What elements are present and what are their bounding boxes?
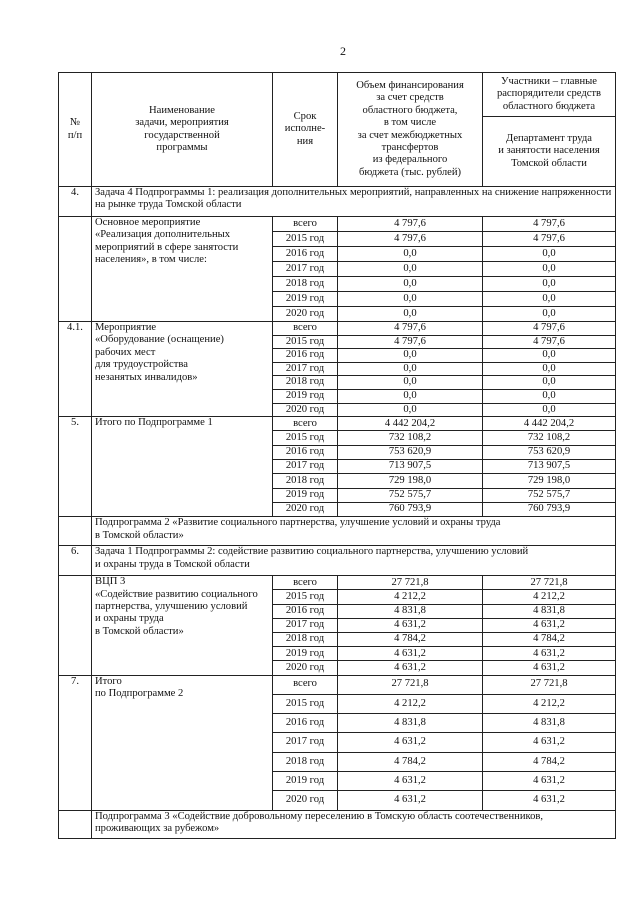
participant-value: 0,0 <box>483 376 616 390</box>
amount-value: 0,0 <box>338 362 483 376</box>
participant-value: 4 784,2 <box>483 752 616 771</box>
participant-value: 4 784,2 <box>483 632 616 646</box>
row-number <box>59 517 92 546</box>
amount-value: 0,0 <box>338 262 483 277</box>
period: 2015 год <box>273 431 338 445</box>
amount-value: 4 831,8 <box>338 714 483 733</box>
table-row <box>59 576 616 590</box>
participant-value: 4 831,8 <box>483 714 616 733</box>
table-row <box>59 675 616 694</box>
row-number <box>59 810 92 838</box>
period: 2015 год <box>273 335 338 349</box>
period: 2018 год <box>273 376 338 390</box>
period: 2018 год <box>273 277 338 292</box>
amount-value: 4 631,2 <box>338 647 483 661</box>
amount-value: 4 212,2 <box>338 590 483 604</box>
period: 2018 год <box>273 474 338 488</box>
participant-value: 0,0 <box>483 307 616 322</box>
amount-value: 0,0 <box>338 349 483 363</box>
amount-value: 753 620,9 <box>338 445 483 459</box>
period: всего <box>273 217 338 232</box>
amount-value: 713 907,5 <box>338 460 483 474</box>
period: 2017 год <box>273 262 338 277</box>
period: 2017 год <box>273 460 338 474</box>
participant-value: 4 797,6 <box>483 232 616 247</box>
participant-value: 0,0 <box>483 262 616 277</box>
participant-value: 4 797,6 <box>483 217 616 232</box>
participant-value: 713 907,5 <box>483 460 616 474</box>
amount-value: 4 797,6 <box>338 217 483 232</box>
row-number: 6. <box>59 546 92 576</box>
section-title: Задача 1 Подпрограммы 2: содействие развитию социального партнерства, улучшению условий и охраны труда в Томской области <box>92 546 616 576</box>
participant-value: 4 797,6 <box>483 322 616 336</box>
participant-value: 0,0 <box>483 403 616 417</box>
section-row <box>59 187 616 217</box>
amount-value: 4 631,2 <box>338 661 483 675</box>
amount-value: 0,0 <box>338 307 483 322</box>
participant-value: 4 212,2 <box>483 590 616 604</box>
amount-value: 4 784,2 <box>338 752 483 771</box>
participant-value: 4 631,2 <box>483 791 616 810</box>
participant-value: 0,0 <box>483 292 616 307</box>
period: 2018 год <box>273 632 338 646</box>
amount-value: 0,0 <box>338 292 483 307</box>
participant-value: 4 631,2 <box>483 647 616 661</box>
period: 2015 год <box>273 232 338 247</box>
participant-value: 0,0 <box>483 389 616 403</box>
period: 2016 год <box>273 247 338 262</box>
amount-value: 752 575,7 <box>338 488 483 502</box>
amount-value: 732 108,2 <box>338 431 483 445</box>
period: 2016 год <box>273 604 338 618</box>
row-number <box>59 576 92 675</box>
amount-value: 4 784,2 <box>338 632 483 646</box>
period: 2020 год <box>273 502 338 516</box>
participant-value: 752 575,7 <box>483 488 616 502</box>
amount-value: 4 212,2 <box>338 694 483 713</box>
period: 2017 год <box>273 618 338 632</box>
period: 2019 год <box>273 389 338 403</box>
amount-value: 0,0 <box>338 376 483 390</box>
period: всего <box>273 322 338 336</box>
header-name: Наименование задачи, мероприятия государственной программы <box>92 73 273 187</box>
header-num: № п/п <box>59 73 92 187</box>
participant-value: 4 631,2 <box>483 772 616 791</box>
table-row <box>59 322 616 336</box>
period: 2016 год <box>273 714 338 733</box>
period: всего <box>273 675 338 694</box>
period: 2019 год <box>273 647 338 661</box>
amount-value: 0,0 <box>338 403 483 417</box>
amount-value: 4 797,6 <box>338 335 483 349</box>
row-number <box>59 217 92 322</box>
period: 2019 год <box>273 292 338 307</box>
item-name: Основное мероприятие «Реализация дополнительных мероприятий в сфере занятости населения», в том числе: <box>92 217 273 322</box>
amount-value: 4 631,2 <box>338 791 483 810</box>
item-name: Мероприятие «Оборудование (оснащение) рабочих мест для трудоустройства незанятых инвалидов» <box>92 322 273 417</box>
period: 2016 год <box>273 349 338 363</box>
amount-value: 4 631,2 <box>338 618 483 632</box>
period: 2017 год <box>273 362 338 376</box>
participant-value: 0,0 <box>483 362 616 376</box>
header-amount: Объем финансирования за счет средств областного бюджета, в том числе за счет межбюджетных трансфертов из федерального бюджета (тыс. рублей) <box>338 73 483 187</box>
period: 2020 год <box>273 307 338 322</box>
amount-value: 27 721,8 <box>338 675 483 694</box>
period: 2020 год <box>273 791 338 810</box>
section-title: Подпрограмма 3 «Содействие добровольному переселению в Томскую область соотечественников, проживающих за рубежом» <box>92 810 616 838</box>
participant-value: 27 721,8 <box>483 576 616 590</box>
participant-value: 0,0 <box>483 247 616 262</box>
amount-value: 729 198,0 <box>338 474 483 488</box>
section-title: Задача 4 Подпрограммы 1: реализация дополнительных мероприятий, направленных на снижение напряженности на рынке труда Томской области <box>92 187 616 217</box>
section-row <box>59 546 616 576</box>
amount-value: 760 793,9 <box>338 502 483 516</box>
amount-value: 4 631,2 <box>338 772 483 791</box>
amount-value: 0,0 <box>338 247 483 262</box>
section-row <box>59 517 616 546</box>
period: 2015 год <box>273 590 338 604</box>
participant-value: 4 831,8 <box>483 604 616 618</box>
period: 2016 год <box>273 445 338 459</box>
participant-value: 4 212,2 <box>483 694 616 713</box>
row-number: 7. <box>59 675 92 810</box>
header-participants: Участники – главные распорядители средств областного бюджета <box>483 73 616 117</box>
row-number: 4.1. <box>59 322 92 417</box>
participant-value: 0,0 <box>483 349 616 363</box>
section-title: Подпрограмма 2 «Развитие социального партнерства, улучшение условий и охраны труда в Томской области» <box>92 517 616 546</box>
period: 2018 год <box>273 752 338 771</box>
amount-value: 27 721,8 <box>338 576 483 590</box>
amount-value: 0,0 <box>338 389 483 403</box>
period: 2020 год <box>273 661 338 675</box>
participant-value: 4 631,2 <box>483 618 616 632</box>
row-number: 5. <box>59 417 92 517</box>
table-row <box>59 217 616 232</box>
amount-value: 0,0 <box>338 277 483 292</box>
row-number: 4. <box>59 187 92 217</box>
amount-value: 4 442 204,2 <box>338 417 483 431</box>
section-row <box>59 810 616 838</box>
table-row <box>59 417 616 431</box>
participant-value: 4 797,6 <box>483 335 616 349</box>
amount-value: 4 797,6 <box>338 322 483 336</box>
financing-table <box>58 72 616 839</box>
participant-value: 27 721,8 <box>483 675 616 694</box>
amount-value: 4 631,2 <box>338 733 483 752</box>
participant-value: 0,0 <box>483 277 616 292</box>
participant-value: 4 442 204,2 <box>483 417 616 431</box>
page-number: 2 <box>340 44 346 58</box>
item-name: ВЦП 3 «Содействие развитию социального партнерства, улучшению условий и охраны труда в Томской области» <box>92 576 273 675</box>
period: 2017 год <box>273 733 338 752</box>
participant-value: 4 631,2 <box>483 733 616 752</box>
item-name: Итого по Подпрограмме 1 <box>92 417 273 517</box>
participant-value: 732 108,2 <box>483 431 616 445</box>
period: 2019 год <box>273 772 338 791</box>
participant-value: 753 620,9 <box>483 445 616 459</box>
amount-value: 4 797,6 <box>338 232 483 247</box>
item-name: Итого по Подпрограмме 2 <box>92 675 273 810</box>
period: всего <box>273 417 338 431</box>
participant-value: 4 631,2 <box>483 661 616 675</box>
header-term: Срок исполне- ния <box>273 73 338 187</box>
header-participant-name: Департамент труда и занятости населения Томской области <box>483 117 616 187</box>
participant-value: 729 198,0 <box>483 474 616 488</box>
header-row <box>59 73 616 117</box>
period: 2019 год <box>273 488 338 502</box>
period: всего <box>273 576 338 590</box>
amount-value: 4 831,8 <box>338 604 483 618</box>
period: 2015 год <box>273 694 338 713</box>
period: 2020 год <box>273 403 338 417</box>
participant-value: 760 793,9 <box>483 502 616 516</box>
